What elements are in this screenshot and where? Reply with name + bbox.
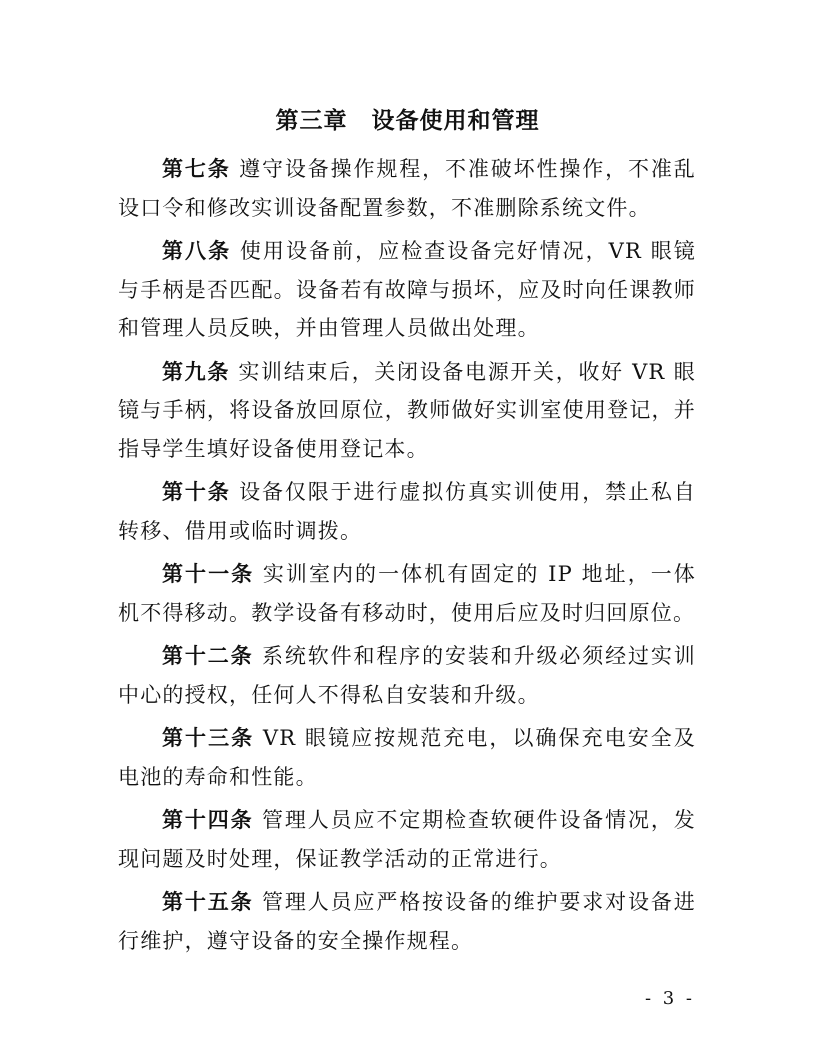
article-10 [118,473,696,550]
article-number: 第十四条 [162,807,254,832]
article-text: 设备仅限于进行虚拟仿真实训使用，禁止私自转移、借用或临时调拨。 [118,480,696,543]
article-12 [118,637,696,714]
article-number: 第十条 [162,479,231,504]
article-13 [118,719,696,796]
article-number: 第十三条 [162,725,255,750]
article-text: 使用设备前，应检查设备完好情况，VR 眼镜与手柄是否匹配。设备若有故障与损坏，应及时向任课教师和管理人员反映，并由管理人员做出处理。 [118,239,696,340]
article-text: 遵守设备操作规程，不准破坏性操作，不准乱设口令和修改实训设备配置参数，不准删除系统文件。 [118,157,696,220]
article-15 [118,883,696,960]
article-number: 第十五条 [162,889,254,914]
article-number: 第九条 [162,358,231,384]
article-9 [118,353,696,469]
chapter-title: 第三章 设备使用和管理 [275,107,540,134]
article-text: 实训室内的一体机有固定的 IP 地址，一体机不得移动。教学设备有移动时，使用后应及时归回原位。 [118,562,696,625]
article-number: 第八条 [162,238,232,263]
article-list [118,150,696,965]
article-number: 第七条 [162,156,231,181]
article-text: 管理人员应不定期检查软硬件设备情况，发现问题及时处理，保证教学活动的正常进行。 [118,808,696,871]
article-14 [118,801,696,878]
article-text: 系统软件和程序的安装和升级必须经过实训中心的授权，任何人不得私自安装和升级。 [118,644,696,707]
article-text: VR 眼镜应按规范充电，以确保充电安全及电池的寿命和性能。 [118,726,696,789]
article-8 [118,232,696,348]
article-text: 管理人员应严格按设备的维护要求对设备进行维护，遵守设备的安全操作规程。 [118,890,696,953]
article-11 [118,555,696,632]
article-number: 第十一条 [162,561,255,586]
page-number: - 3 - [644,988,695,1009]
article-text: 实训结束后，关闭设备电源开关，收好 VR 眼镜与手柄，将设备放回原位，教师做好实训室使用登记，并指导学生填好设备使用登记本。 [118,359,696,461]
article-number: 第十二条 [162,643,254,668]
article-7 [118,150,696,227]
